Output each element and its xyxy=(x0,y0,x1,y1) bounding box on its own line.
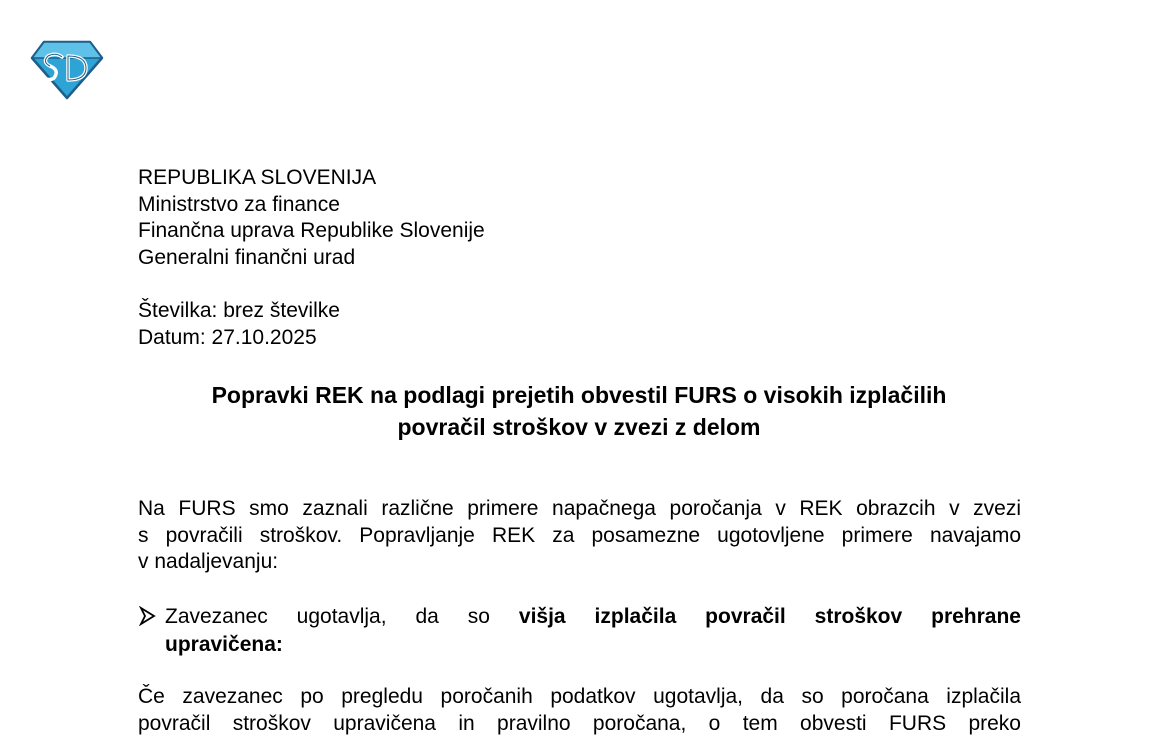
document-meta xyxy=(138,298,1021,351)
body-paragraph xyxy=(138,684,1021,737)
body-line-1: Če zavezanec po pregledu poročanih podatkov ugotavlja, da so poročana izplačila xyxy=(138,685,1021,708)
bullet-normal-text: Zavezanec ugotavlja, da so xyxy=(165,605,490,628)
bullet-bold-text: višja izplačila povračil stroškov prehrane xyxy=(518,605,1021,628)
header-line-administration: Finančna uprava Republike Slovenije xyxy=(138,219,485,242)
bullet-bold-continuation: upravičena: xyxy=(165,632,283,656)
header-line-country: REPUBLIKA SLOVENIJA xyxy=(138,166,377,189)
body-line-2: povračil stroškov upravičena in pravilno poročana, o tem obvesti FURS preko xyxy=(138,711,1021,735)
document-title-line-1: Popravki REK na podlagi prejetih obvestil FURS o visokih izplačilih xyxy=(211,382,947,408)
intro-line-2: s povračili stroškov. Popravljanje REK za posamezne ugotovljene primere navajamo xyxy=(138,523,1021,547)
sd-logo xyxy=(30,40,104,100)
document-date: Datum: 27.10.2025 xyxy=(138,325,317,349)
intro-line-3: v nadaljevanju: xyxy=(138,550,279,573)
bullet-item xyxy=(138,603,1021,658)
header-line-ministry: Ministrstvo za finance xyxy=(138,192,340,216)
bullet-text xyxy=(165,603,1021,658)
intro-line-1: Na FURS smo zaznali različne primere napačnega poročanja v REK obrazcih v zvezi xyxy=(138,497,1021,520)
arrow-bullet-icon xyxy=(138,606,156,626)
bullet-line-1 xyxy=(165,603,1021,631)
document-title xyxy=(120,379,1038,443)
issuer-header xyxy=(138,165,1021,271)
document-number: Številka: brez številke xyxy=(138,299,340,322)
document-title-line-2: povračil stroškov v zvezi z delom xyxy=(397,414,761,440)
intro-paragraph xyxy=(138,496,1021,576)
header-line-office: Generalni finančni urad xyxy=(138,245,356,269)
